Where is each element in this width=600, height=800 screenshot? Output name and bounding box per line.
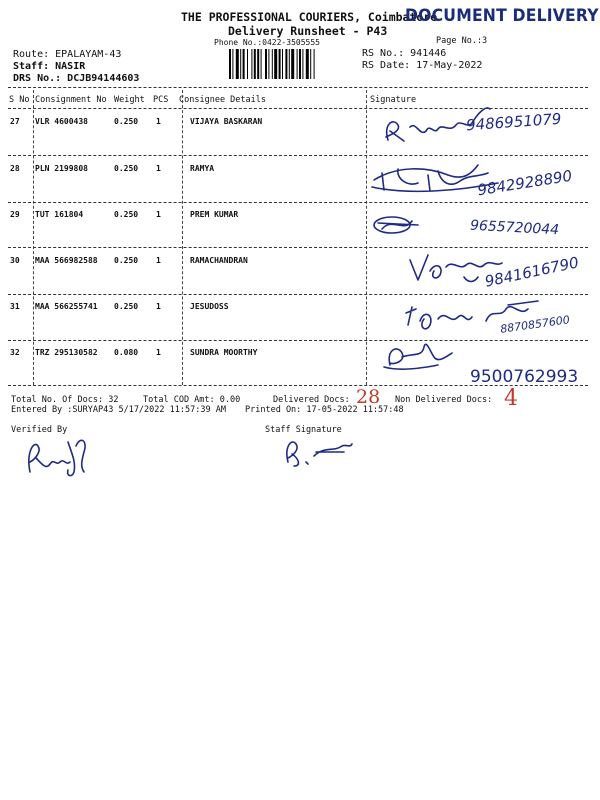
barcode-bar	[279, 49, 281, 79]
barcode-bar	[272, 49, 273, 79]
col-header-pcs: PCS	[153, 95, 169, 105]
row-consignee: VIJAYA BASKARAN	[190, 117, 263, 126]
barcode-bar	[289, 49, 290, 79]
barcode-bar	[302, 49, 303, 79]
row-consignment: TUT 161804	[35, 210, 84, 219]
row-consignee: PREM KUMAR	[190, 210, 239, 219]
handwritten-phone: 8870857600	[499, 313, 571, 336]
route: Route: EPALAYAM-43	[13, 49, 122, 60]
row-consignment: MAA 566255741	[35, 302, 98, 311]
delivered-label: Delivered Docs:	[273, 395, 350, 405]
staff-signature-label: Staff Signature	[265, 425, 342, 435]
page-number: Page No.:3	[436, 36, 488, 46]
phone-number: Phone No.:0422-3505555	[214, 38, 320, 47]
rs-date: RS Date: 17-May-2022	[362, 60, 483, 71]
row-weight: 0.250	[114, 164, 139, 173]
row-consignee: RAMYA	[190, 164, 215, 173]
row-weight: 0.250	[114, 210, 139, 219]
barcode-bar	[297, 49, 298, 79]
signature-scribbles	[368, 95, 600, 385]
row-consignee: SUNDRA MOORTHY	[190, 348, 258, 357]
row-pcs: 1	[156, 302, 161, 311]
row-pcs: 1	[156, 256, 161, 265]
barcode-bar	[232, 49, 233, 79]
document-delivery-stamp: DOCUMENT DELIVERY	[405, 6, 599, 26]
drs-number: DRS No.: DCJB94144603	[13, 73, 140, 84]
non-delivered-label: Non Delivered Docs:	[395, 395, 493, 405]
col-header-weight: Weight	[114, 95, 145, 105]
barcode-bar	[236, 49, 239, 79]
barcode-bar	[257, 49, 259, 79]
row-consignment: TRZ 295130582	[35, 348, 98, 357]
row-consignment: PLN 2199808	[35, 164, 88, 173]
barcode-bar	[251, 49, 252, 79]
printed-on: Printed On: 17-05-2022 11:57:48	[245, 405, 404, 415]
runsheet-title: Delivery Runsheet - P43	[228, 24, 388, 38]
barcode-bar	[306, 49, 309, 79]
row-consignment: MAA 566982588	[35, 256, 98, 265]
row-weight: 0.080	[114, 348, 139, 357]
barcode-bar	[254, 49, 256, 79]
barcode-bar	[265, 49, 267, 79]
barcode-bar	[310, 49, 311, 79]
row-weight: 0.250	[114, 302, 139, 311]
company-title: THE PROFESSIONAL COURIERS, Coimbatore	[181, 10, 438, 24]
row-sno: 28	[10, 164, 20, 173]
handwritten-phone: 9841616790	[483, 253, 581, 291]
total-cod: Total COD Amt: 0.00	[143, 395, 241, 405]
row-consignment: VLR 4600438	[35, 117, 88, 126]
col-header-sno: S No	[9, 95, 30, 105]
handwritten-phone: 9842928890	[476, 166, 574, 200]
rs-number: RS No.: 941446	[362, 48, 447, 59]
row-sno: 30	[10, 256, 20, 265]
row-pcs: 1	[156, 164, 161, 173]
handwritten-phone: 9500762993	[470, 367, 579, 387]
barcode-bar	[282, 49, 283, 79]
barcode-bar	[274, 49, 277, 79]
barcode-bar	[299, 49, 301, 79]
barcode	[229, 49, 352, 79]
delivered-count: 28	[356, 386, 381, 408]
barcode-bar	[268, 49, 269, 79]
barcode-bar	[285, 49, 287, 79]
entered-by: Entered By :SURYAP43 5/17/2022 11:57:39 AM	[11, 405, 226, 415]
staff: Staff: NASIR	[13, 61, 86, 72]
barcode-bar	[261, 49, 262, 79]
row-consignee: JESUDOSS	[190, 302, 229, 311]
barcode-bar	[240, 49, 241, 79]
barcode-bar	[314, 49, 315, 79]
non-delivered-count: 4	[504, 386, 518, 411]
row-pcs: 1	[156, 348, 161, 357]
col-header-consignee: Consignee Details	[179, 95, 266, 105]
verified-by-signature	[20, 432, 100, 482]
handwritten-phone: 9655720044	[469, 217, 560, 239]
row-sno: 29	[10, 210, 20, 219]
row-pcs: 1	[156, 210, 161, 219]
barcode-bar	[291, 49, 294, 79]
row-pcs: 1	[156, 117, 161, 126]
row-sno: 27	[10, 117, 20, 126]
row-consignee: RAMACHANDRAN	[190, 256, 248, 265]
verified-by-label: Verified By	[11, 425, 68, 435]
table-top-rule	[8, 87, 588, 88]
staff-signature	[280, 432, 360, 472]
row-weight: 0.250	[114, 256, 139, 265]
barcode-bar	[247, 49, 248, 79]
col-header-signature: Signature	[370, 95, 417, 105]
col-header-consignment: Consignment No	[35, 95, 107, 105]
barcode-bar	[229, 49, 231, 79]
total-docs: Total No. Of Docs: 32	[11, 395, 119, 405]
row-sno: 31	[10, 302, 20, 311]
row-sno: 32	[10, 348, 20, 357]
barcode-bar	[243, 49, 245, 79]
row-weight: 0.250	[114, 117, 139, 126]
handwritten-phone: 9486951079	[465, 109, 562, 135]
